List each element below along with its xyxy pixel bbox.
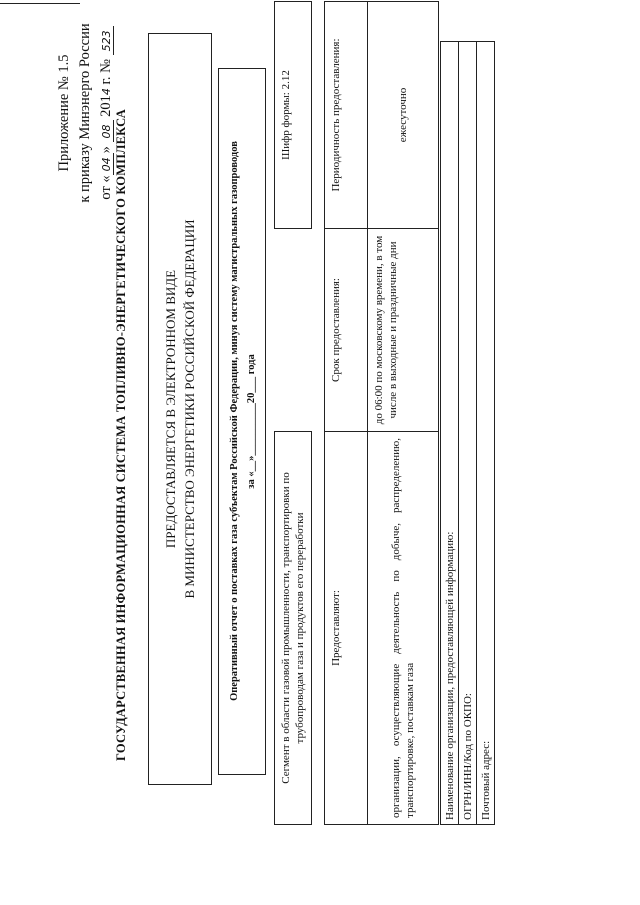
organization-fields — [440, 41, 495, 825]
submission-line-1: ПРЕДОСТАВЛЯЕТСЯ В ЭЛЕКТРОННОМ ВИДЕ — [163, 269, 178, 549]
order-number: 523 — [100, 26, 114, 55]
date-day: 04 — [100, 153, 114, 175]
date-year-prefix: 201 — [98, 95, 114, 117]
submission-line-2: В МИНИСТЕРСТВО ЭНЕРГЕТИКИ РОССИЙСКОЙ ФЕДЕРАЦИИ — [182, 219, 197, 599]
form-code-cell: Шифр формы: 2.12 — [275, 2, 312, 229]
date-year-digit: 4 — [100, 88, 113, 96]
date-year-suffix: г. № — [98, 59, 114, 85]
report-period: за «__»__________20___ года — [246, 354, 257, 489]
info-table — [274, 1, 439, 825]
document-title: ГОСУДАРСТВЕННАЯ ИНФОРМАЦИОННАЯ СИСТЕМА ТОПЛИВНО-ЭНЕРГЕТИЧЕСКОГО КОМПЛЕКСА — [114, 109, 128, 761]
appendix-block — [54, 0, 117, 233]
org-address-field[interactable]: Почтовый адрес: — [477, 42, 495, 825]
spacer-cell — [275, 229, 312, 432]
appendix-line-2: к приказу Минэнерго России — [77, 23, 93, 203]
header-frequency: Периодичность предоставления: — [325, 2, 368, 229]
segment-cell: Сегмент в области газовой промышленности, транспортировки по трубопроводам газа и продуктов его переработки — [275, 432, 312, 825]
org-ids-field[interactable]: ОГРН/ИНН/Код по ОКПО: — [459, 42, 477, 825]
date-month: 08 — [100, 120, 114, 142]
date-close-quote: » — [98, 146, 114, 154]
providers-cell: организации, осуществляющие деятельность по добыче, распределению, транспортировке, поставкам газа — [368, 432, 439, 825]
org-name-field[interactable]: Наименование организации, предоставляющей информацию: — [441, 42, 459, 825]
date-prefix: от « — [98, 175, 114, 200]
report-title: Оперативный отчет о поставках газа субъектам Российской Федерации, минуя систему магистральных газопроводов — [229, 141, 240, 701]
frequency-cell: ежесуточно — [368, 2, 439, 229]
header-providers: Предоставляют: — [325, 432, 368, 825]
report-title-box — [218, 68, 266, 775]
deadline-cell: до 06:00 по московскому времени, в том числе в выходные и праздничные дни — [368, 229, 439, 432]
submission-box — [148, 33, 212, 785]
header-deadline: Срок предоставления: — [325, 229, 368, 432]
appendix-line-1: Приложение № 1.5 — [56, 54, 72, 172]
